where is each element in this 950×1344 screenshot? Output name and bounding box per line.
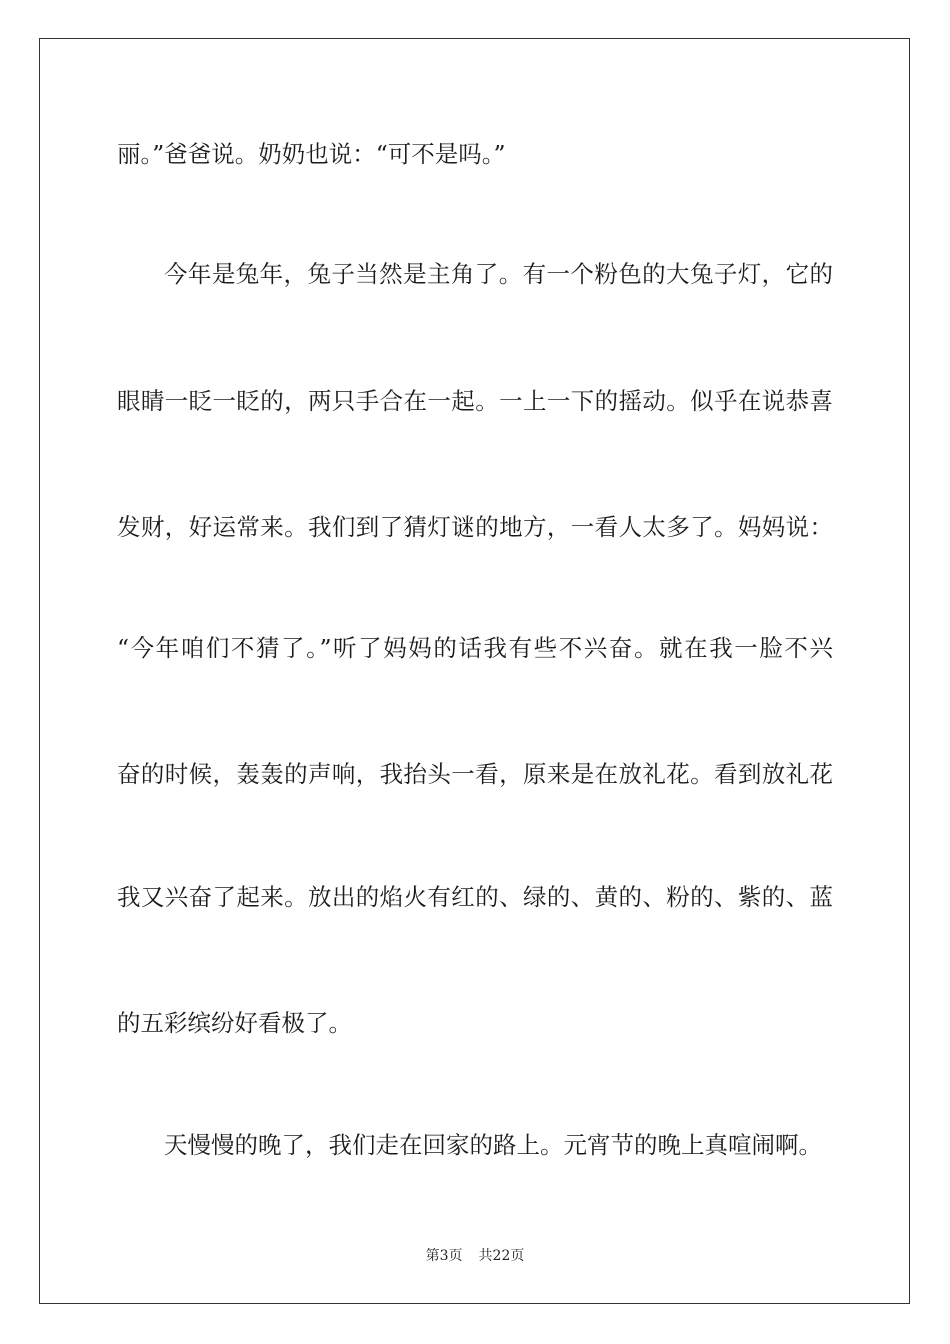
page-number: 第3页: [425, 1248, 463, 1264]
text-line-7: 我又兴奋了起来。放出的焰火有红的、绿的、黄的、粉的、紫的、蓝: [117, 883, 833, 911]
text-line-4: 发财，好运常来。我们到了猜灯谜的地方，一看人太多了。妈妈说：: [117, 513, 833, 541]
page-border: [39, 38, 910, 1304]
page-footer: [0, 1246, 950, 1266]
text-line-5: “今年咱们不猜了。”听了妈妈的话我有些不兴奋。就在我一脸不兴: [117, 634, 833, 662]
text-line-1: 丽。”爸爸说。奶奶也说：“可不是吗。”: [117, 140, 506, 168]
text-line-2: 今年是兔年，兔子当然是主角了。有一个粉色的大兔子灯，它的: [164, 260, 833, 288]
text-line-6: 奋的时候，轰轰的声响，我抬头一看，原来是在放礼花。看到放礼花: [117, 760, 833, 788]
text-line-3: 眼睛一眨一眨的，两只手合在一起。一上一下的摇动。似乎在说恭喜: [117, 387, 833, 415]
text-line-9: 天慢慢的晚了，我们走在回家的路上。元宵节的晚上真喧闹啊。: [164, 1131, 822, 1159]
page-total: 共22页: [478, 1248, 525, 1264]
text-line-8: 的五彩缤纷好看极了。: [117, 1009, 352, 1037]
